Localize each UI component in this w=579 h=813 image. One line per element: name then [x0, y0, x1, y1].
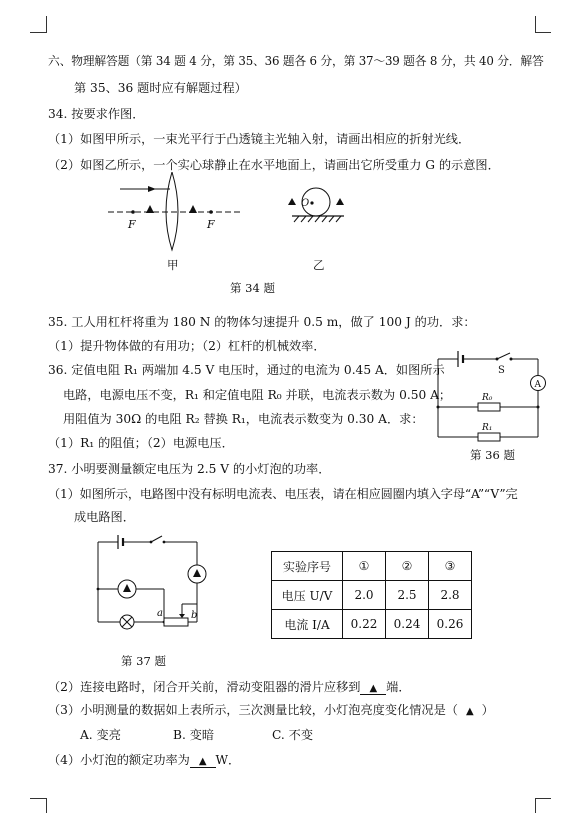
table-cell: 0.22	[343, 610, 386, 639]
table-row	[272, 581, 472, 610]
q34-stem: 34. 按要求作图．	[48, 107, 145, 121]
table-header-cell: ③	[429, 552, 472, 581]
q37-part2	[48, 678, 411, 695]
q37-part2-text: （2）连接电路时，闭合开关前，滑动变阻器的滑片应移到	[48, 680, 361, 694]
table-header-cell: ①	[343, 552, 386, 581]
q37-label-b: b	[191, 610, 198, 621]
fig-jia-caption: 甲	[167, 258, 179, 272]
table-cell: 2.5	[386, 581, 429, 610]
q37-data-table	[271, 551, 472, 639]
crop-mark-bottom-right-h	[535, 798, 551, 799]
q36-switch-label: S	[498, 365, 505, 376]
q37-option-c[interactable]: C. 不变	[272, 728, 314, 742]
fig-yi-ball-label: O	[301, 198, 310, 209]
fig-yi-caption: 乙	[313, 258, 325, 272]
crop-mark-bottom-left-v	[46, 798, 47, 813]
q37-part4	[48, 751, 240, 768]
crop-mark-bottom-right-v	[535, 798, 536, 813]
table-cell: 2.0	[343, 581, 386, 610]
q37-figure-caption: 第 37 题	[121, 654, 166, 668]
section-title: 六、物理解答题（第 34 题 4 分，第 35、36 题各 6 分，第 37～39 题各 8 分，共 40 分．解答	[48, 54, 544, 68]
q36-ammeter-label: A	[534, 380, 541, 390]
q37-stem: 37. 小明要测量额定电压为 2.5 V 的小灯泡的功率．	[48, 462, 331, 476]
crop-mark-bottom-left-h	[30, 798, 46, 799]
q34-part1: （1）如图甲所示，一束光平行于凸透镜主光轴入射，请画出相应的折射光线．	[48, 132, 471, 146]
q36-parts: （1）R₁ 的阻值；（2）电源电压．	[48, 436, 234, 450]
crop-mark-top-left-h	[30, 32, 46, 33]
answer-blank[interactable]	[190, 753, 216, 768]
q37-label-a: a	[157, 608, 163, 619]
q36-line1: 36. 定值电阻 R₁ 两端加 4.5 V 电压时，通过的电流为 0.45 A．如图所示	[48, 363, 445, 377]
q34-figure-caption: 第 34 题	[230, 281, 275, 295]
answer-blank[interactable]	[360, 680, 386, 695]
q37-circuit-diagram	[92, 532, 217, 637]
table-header-cell: ②	[386, 552, 429, 581]
q37-part4-end: W．	[215, 753, 241, 767]
blank-triangle-icon: ▲	[369, 683, 378, 694]
q35-stem: 35. 工人用杠杆将重为 180 N 的物体匀速提升 0.5 m，做了 100 J 的功．求：	[48, 315, 476, 329]
crop-mark-top-left-v	[46, 16, 47, 33]
q37-part1-line2: 成电路图．	[74, 510, 135, 524]
fig-jia-label-f-left: F	[128, 218, 136, 231]
q37-option-b[interactable]: B. 变暗	[173, 728, 215, 742]
table-header-cell: 实验序号	[272, 552, 343, 581]
table-header-row	[272, 552, 472, 581]
q37-option-a[interactable]: A. 变亮	[80, 728, 121, 742]
blank-triangle-icon[interactable]: ▲	[465, 706, 474, 717]
q37-part3	[48, 701, 494, 718]
table-cell: 0.24	[386, 610, 429, 639]
table-cell: 0.26	[429, 610, 472, 639]
q36-circuit-diagram	[430, 345, 550, 445]
q34-part2: （2）如图乙所示，一个实心球静止在水平地面上，请画出它所受重力 G 的示意图．	[48, 158, 500, 172]
table-cell: 2.8	[429, 581, 472, 610]
section-title-continued: 第 35、36 题时应有解题过程）	[74, 81, 247, 95]
q36-line2: 电路，电源电压不变，R₁ 和定值电阻 R₀ 并联，电流表示数为 0.50 A；	[63, 388, 452, 402]
fig-jia-label-f-right: F	[207, 218, 215, 231]
q36-r1-label: R₁	[482, 423, 493, 433]
crop-mark-top-right-h	[535, 32, 551, 33]
table-row-label: 电压 U/V	[272, 581, 343, 610]
table-row-label: 电流 I/A	[272, 610, 343, 639]
q37-part3-close: ）	[481, 703, 494, 717]
q37-part4-text: （4）小灯泡的额定功率为	[48, 753, 190, 767]
crop-mark-top-right-v	[535, 16, 536, 33]
q36-figure-caption: 第 36 题	[470, 448, 515, 462]
q37-part1-line1: （1）如图所示，电路图中没有标明电流表、电压表，请在相应圆圈内填入字母“A”“V”完	[48, 487, 518, 501]
blank-triangle-icon: ▲	[198, 756, 207, 767]
q35-parts: （1）提升物体做的有用功；（2）杠杆的机械效率．	[48, 339, 326, 353]
q36-line3: 用阻值为 30Ω 的电阻 R₂ 替换 R₁，电流表示数变为 0.30 A．求：	[63, 412, 424, 426]
q37-part3-text: （3）小明测量的数据如上表所示，三次测量比较，小灯泡亮度变化情况是（	[48, 703, 458, 717]
table-row	[272, 610, 472, 639]
q36-r0-label: R₀	[482, 393, 493, 403]
q37-part2-end: 端．	[386, 680, 411, 694]
fig-yi-ball-diagram	[282, 180, 352, 230]
